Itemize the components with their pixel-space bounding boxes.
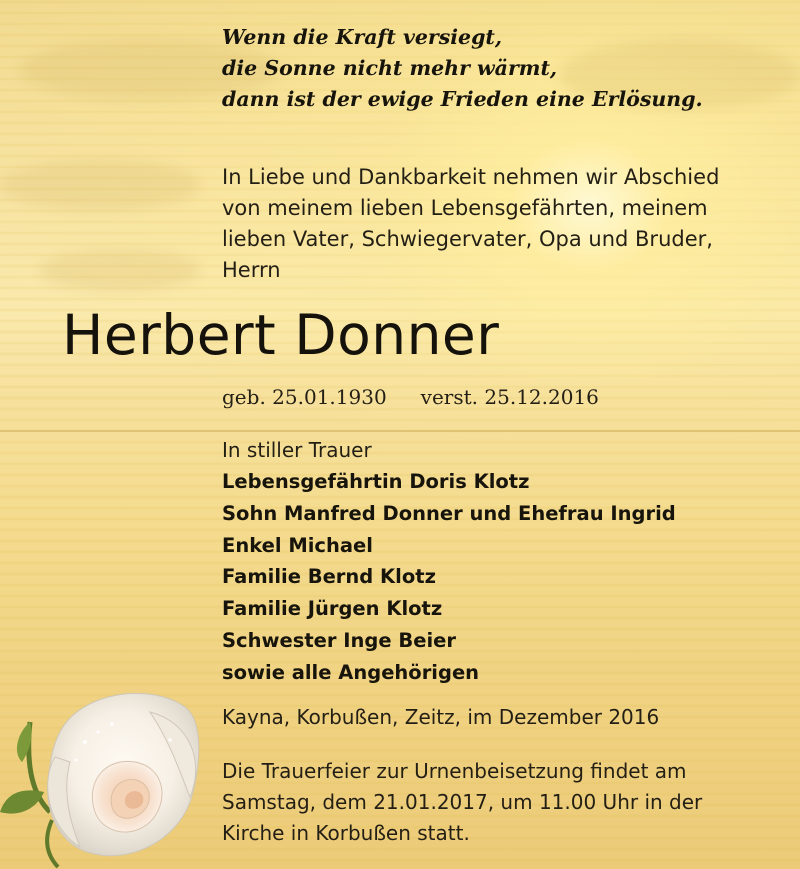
funeral-line: Kirche in Korbußen statt. [222, 821, 470, 845]
funeral-notice [222, 756, 702, 849]
place-and-date: Kayna, Korbußen, Zeitz, im Dezember 2016 [222, 705, 660, 729]
death-date: verst. 25.12.2016 [420, 385, 599, 409]
mourners-list [222, 466, 676, 689]
poem-line: Wenn die Kraft versiegt, [222, 25, 503, 49]
poem-verse [222, 22, 703, 115]
farewell-intro [222, 162, 719, 286]
intro-line: lieben Vater, Schwiegervater, Opa und Bruder, [222, 227, 713, 251]
mourner-entry: sowie alle Angehörigen [222, 660, 480, 684]
cloud-shape [40, 250, 200, 290]
cloud-shape [0, 160, 200, 210]
intro-line: In Liebe und Dankbarkeit nehmen wir Abschied [222, 165, 720, 189]
poem-line: die Sonne nicht mehr wärmt, [222, 56, 558, 80]
funeral-line: Die Trauerfeier zur Urnenbeisetzung findet am [222, 759, 687, 783]
intro-line: von meinem lieben Lebensgefährten, meinem [222, 196, 708, 220]
birth-date: geb. 25.01.1930 [222, 385, 387, 409]
mourner-entry: Lebensgefährtin Doris Klotz [222, 470, 530, 493]
mourner-entry: Familie Jürgen Klotz [222, 597, 443, 621]
mourner-entry: Familie Bernd Klotz [222, 565, 436, 589]
sea-horizon [0, 430, 800, 432]
mourner-entry: Sohn Manfred Donner und Ehefrau Ingrid [222, 501, 676, 525]
intro-line: Herrn [222, 258, 281, 282]
deceased-name: Herbert Donner [62, 303, 500, 367]
mourner-entry: Schwester Inge Beier [222, 628, 457, 652]
poem-line: dann ist der ewige Frieden eine Erlösung. [222, 87, 703, 111]
funeral-line: Samstag, dem 21.01.2017, um 11.00 Uhr in der [222, 790, 703, 814]
mourner-entry: Enkel Michael [222, 533, 373, 557]
life-dates [222, 382, 599, 412]
mourning-heading: In stiller Trauer [222, 438, 372, 462]
white-rose-icon [0, 662, 215, 869]
